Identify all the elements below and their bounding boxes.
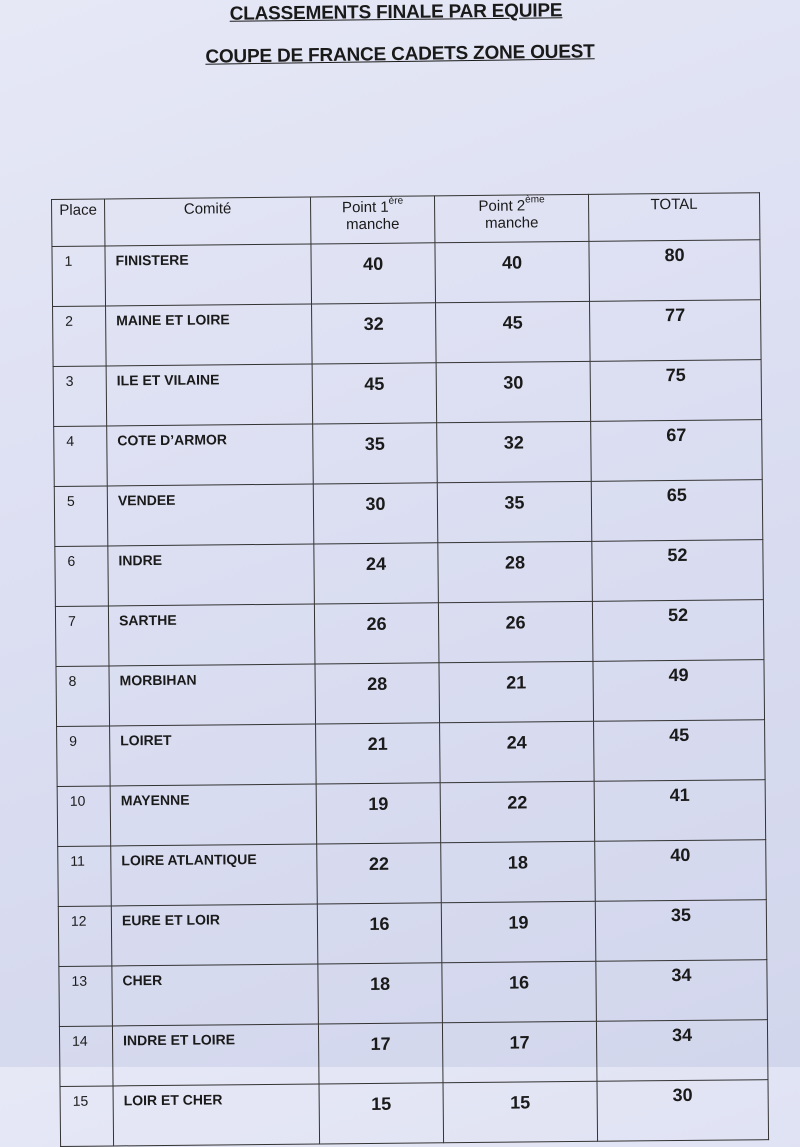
cell-comite: EURE ET LOIR xyxy=(111,904,318,966)
cell-manche2: 16 xyxy=(442,961,597,1022)
cell-total: 45 xyxy=(594,720,766,782)
cell-comite: SARTHE xyxy=(108,604,315,666)
header-manche1-label: Point 1 xyxy=(341,198,389,217)
cell-place: 6 xyxy=(55,546,109,607)
cell-comite: VENDEE xyxy=(107,484,314,546)
cell-manche2: 26 xyxy=(438,601,593,662)
table-row xyxy=(53,360,762,427)
cell-total: 52 xyxy=(592,600,764,662)
cell-total: 34 xyxy=(596,960,768,1022)
cell-manche1: 18 xyxy=(318,963,443,1024)
header-manche1-sup: ère xyxy=(388,195,404,207)
cell-place: 10 xyxy=(57,786,111,847)
cell-total: 65 xyxy=(591,480,763,542)
cell-comite: MAYENNE xyxy=(110,784,317,846)
ranking-sheet xyxy=(51,192,768,1147)
ranking-table xyxy=(51,192,769,1147)
cell-manche2: 18 xyxy=(441,841,596,902)
cell-total: 80 xyxy=(589,240,761,302)
table-row xyxy=(52,240,761,307)
table-row xyxy=(59,1020,768,1087)
cell-manche1: 45 xyxy=(312,363,437,424)
header-manche2-label: Point 2 xyxy=(478,197,526,215)
cell-comite: MAINE ET LOIRE xyxy=(106,304,313,366)
document-title: CLASSEMENTS FINALE PAR EQUIPE xyxy=(229,0,563,25)
cell-comite: FINISTERE xyxy=(105,244,312,306)
cell-place: 15 xyxy=(60,1086,114,1147)
cell-manche2: 28 xyxy=(438,541,593,602)
table-row xyxy=(55,540,764,607)
table-row xyxy=(57,720,766,787)
cell-manche1: 28 xyxy=(315,663,440,724)
cell-total: 77 xyxy=(590,300,762,362)
cell-place: 12 xyxy=(58,906,112,967)
cell-place: 2 xyxy=(53,306,107,367)
header-manche1 xyxy=(310,196,434,244)
cell-manche2: 35 xyxy=(437,481,592,542)
cell-manche1: 19 xyxy=(316,783,441,844)
cell-total: 67 xyxy=(591,420,763,482)
cell-total: 52 xyxy=(592,540,764,602)
cell-total: 40 xyxy=(595,840,767,902)
cell-place: 14 xyxy=(59,1026,113,1087)
table-row xyxy=(53,300,762,367)
cell-comite: LOIRE ATLANTIQUE xyxy=(111,844,318,906)
cell-manche2: 22 xyxy=(440,781,595,842)
cell-place: 9 xyxy=(57,726,111,787)
cell-comite: MORBIHAN xyxy=(109,664,316,726)
cell-place: 1 xyxy=(52,246,106,307)
cell-manche1: 22 xyxy=(317,843,442,904)
cell-manche1: 15 xyxy=(319,1083,444,1144)
table-header-row xyxy=(52,193,760,247)
cell-comite: LOIR ET CHER xyxy=(113,1084,320,1146)
table-row xyxy=(55,600,764,667)
header-place-label: Place xyxy=(59,201,97,219)
table-row xyxy=(58,900,767,967)
cell-manche1: 30 xyxy=(313,483,438,544)
cell-manche2: 17 xyxy=(442,1021,597,1082)
cell-place: 5 xyxy=(54,486,108,547)
cell-manche1: 26 xyxy=(314,603,439,664)
cell-manche2: 40 xyxy=(435,241,590,302)
document-subtitle: COUPE DE FRANCE CADETS ZONE OUEST xyxy=(205,41,595,68)
cell-comite: COTE D’ARMOR xyxy=(107,424,314,486)
header-manche2-label-2: manche xyxy=(484,214,539,232)
cell-manche2: 21 xyxy=(439,661,594,722)
header-manche2-sup: ème xyxy=(525,194,545,206)
header-comite-label: Comité xyxy=(183,200,232,218)
cell-total: 34 xyxy=(596,1020,768,1082)
cell-comite: CHER xyxy=(112,964,319,1026)
cell-manche1: 32 xyxy=(312,303,437,364)
cell-place: 11 xyxy=(58,846,112,907)
cell-total: 30 xyxy=(597,1080,769,1142)
cell-manche1: 24 xyxy=(314,543,439,604)
table-row xyxy=(54,480,763,547)
header-comite xyxy=(105,197,311,246)
cell-comite: INDRE xyxy=(108,544,315,606)
cell-manche2: 24 xyxy=(440,721,595,782)
header-manche1-label-2: manche xyxy=(345,215,400,234)
cell-total: 75 xyxy=(590,360,762,422)
cell-place: 8 xyxy=(56,666,110,727)
header-manche2 xyxy=(434,194,588,242)
cell-manche1: 21 xyxy=(316,723,441,784)
table-row xyxy=(54,420,763,487)
cell-manche2: 30 xyxy=(436,361,591,422)
cell-manche1: 16 xyxy=(317,903,442,964)
cell-comite: ILE ET VILAINE xyxy=(106,364,313,426)
table-row xyxy=(59,960,768,1027)
cell-manche2: 45 xyxy=(436,301,591,362)
cell-manche2: 19 xyxy=(441,901,596,962)
cell-comite: LOIRET xyxy=(110,724,317,786)
cell-place: 13 xyxy=(59,966,113,1027)
header-total-label: TOTAL xyxy=(650,195,698,214)
cell-place: 7 xyxy=(55,606,109,667)
table-row xyxy=(60,1080,769,1147)
cell-place: 4 xyxy=(54,426,108,487)
cell-manche2: 15 xyxy=(443,1081,598,1142)
table-row xyxy=(58,840,767,907)
cell-place: 3 xyxy=(53,366,107,427)
cell-manche1: 40 xyxy=(311,243,436,304)
cell-manche1: 17 xyxy=(318,1023,443,1084)
cell-comite: INDRE ET LOIRE xyxy=(112,1024,319,1086)
header-total xyxy=(588,193,759,242)
table-row xyxy=(56,660,765,727)
cell-total: 35 xyxy=(595,900,767,962)
cell-manche2: 32 xyxy=(437,421,592,482)
table-row xyxy=(57,780,766,847)
cell-manche1: 35 xyxy=(313,423,438,484)
cell-total: 41 xyxy=(594,780,766,842)
header-place xyxy=(52,199,105,247)
cell-total: 49 xyxy=(593,660,765,722)
